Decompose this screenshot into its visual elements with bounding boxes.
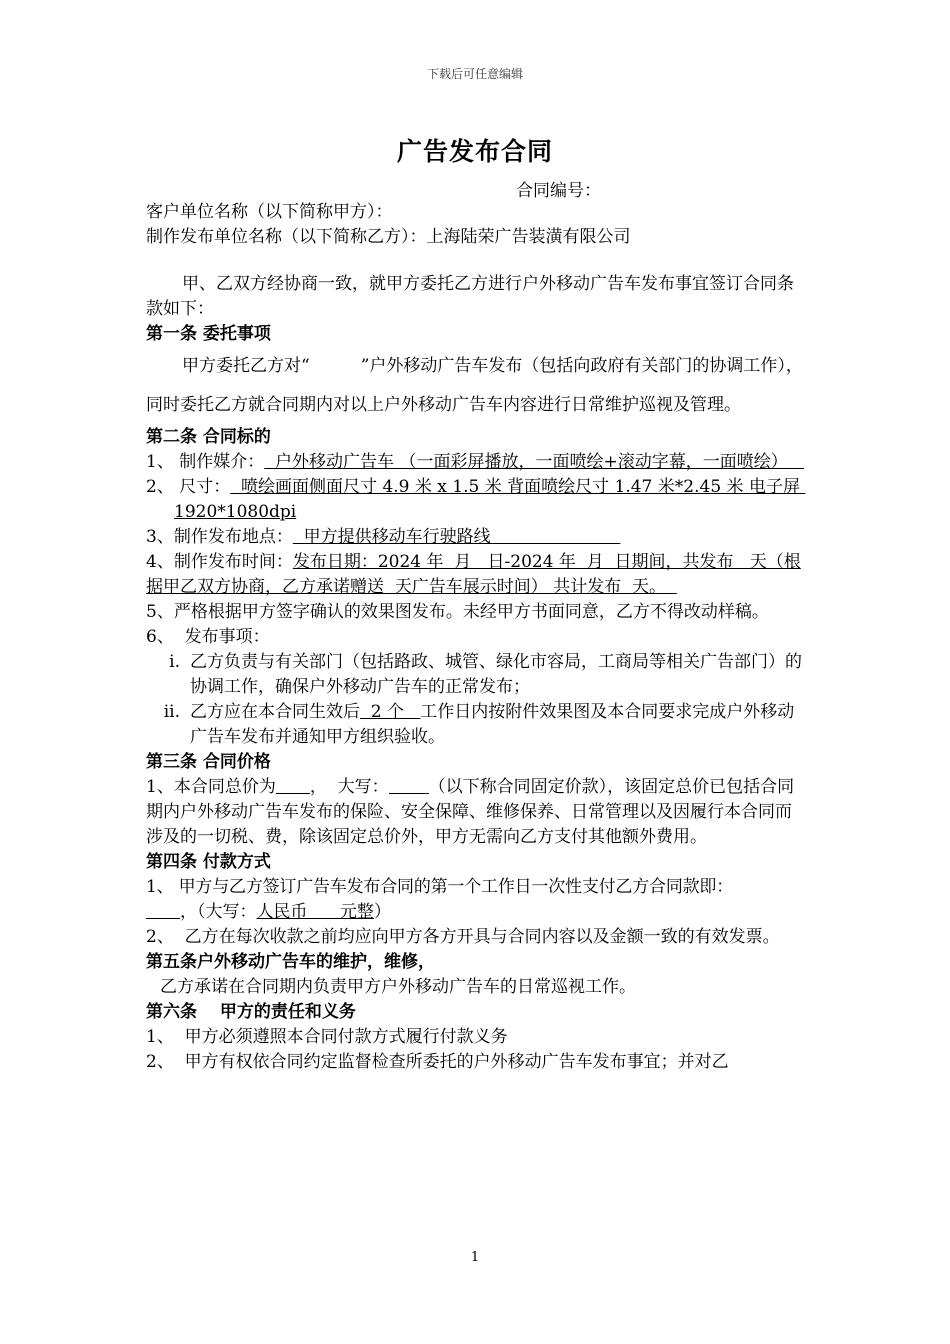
item-label: 4、制作发布时间： <box>146 552 293 572</box>
list-text-post: 工作日内按附件效果图及本合同要求完成户外移动广告车发布并通知甲方组织验收。 <box>190 702 795 747</box>
item-value: 发布日期：2024 年 月 日-2024 年 月 日期间，共发布 天（根据甲乙双方协商，乙方承诺赠送 天广告车展示时间） 共计发布 天。 <box>146 552 801 597</box>
total-price-blank <box>276 777 310 794</box>
article-2-item-1 <box>146 450 808 475</box>
item-label: 3、制作发布地点： <box>146 527 293 547</box>
article-2-item-6: 6、 发布事项： <box>146 627 270 647</box>
item-value: 户外移动广告车 （一面彩屏播放，一面喷绘+滚动字幕，一面喷绘） <box>264 452 804 472</box>
article-2-item-4 <box>146 550 808 600</box>
article-4-item-1-cont <box>146 900 808 925</box>
article-3-heading: 第三条 合同价格 <box>146 752 271 772</box>
page-number: 1 <box>470 1250 480 1265</box>
article-1-heading: 第一条 委托事项 <box>146 324 271 344</box>
price-post: （以下称合同固定价款），该固定总价已包括合同期内户外移动广告车发布的保险、安全保障、维修保养、日常管理以及因履行本合同而涉及的一切税、费，除该固定总价外，甲方无需向乙方支付其他额外费用。 <box>146 777 795 847</box>
intro-paragraph: 甲、乙双方经协商一致，就甲方委托乙方进行户外移动广告车发布事宜签订合同条款如下： <box>146 274 794 319</box>
article-5-text: 乙方承诺在合同期内负责甲方户外移动广告车的日常巡视工作。 <box>160 977 636 997</box>
article-3-text <box>146 775 808 850</box>
spacer <box>146 250 808 272</box>
article-6-item-1: 1、 甲方必须遵照本合同付款方式履行付款义务 <box>146 1027 508 1047</box>
article-2-sub-ii <box>146 700 808 750</box>
price-pre: 1、本合同总价为 <box>146 777 276 797</box>
workdays-value: 2 个 <box>360 702 421 722</box>
list-number: ii. <box>163 702 180 722</box>
payment-end: ） <box>373 902 391 922</box>
item-label: 2、 尺寸： <box>146 477 231 497</box>
payment-amount-blank <box>146 902 180 919</box>
article-1-text: 甲方委托乙方对“ ”户外移动广告车发布（包括向政府有关部门的协调工作），同时委托乙方就合同期内对以上户外移动广告车内容进行日常维护巡视及管理。 <box>146 356 803 415</box>
article-6-item-2: 2、 甲方有权依合同约定监督检查所委托的户外移动广告车发布事宜；并对乙 <box>146 1052 729 1072</box>
party-a-line: 客户单位名称（以下简称甲方）： <box>146 202 393 222</box>
article-2-item-5: 5、严格根据甲方签字确认的效果图发布。未经甲方书面同意，乙方不得改动样稿。 <box>146 602 769 622</box>
list-number: i. <box>169 652 180 672</box>
header-note: 下载后可任意编辑 <box>426 67 523 81</box>
article-5-heading: 第五条户外移动广告车的维护，维修， <box>146 952 435 972</box>
article-4-item-2: 2、 乙方在每次收款之前均应向甲方各方开具与合同内容以及金额一致的有效发票。 <box>146 927 780 947</box>
list-text-pre: 乙方应在本合同生效后 <box>190 702 360 722</box>
item-label: 1、 制作媒介： <box>146 452 265 472</box>
price-in-words-blank <box>389 777 429 794</box>
document-body <box>146 200 808 1075</box>
article-2-heading: 第二条 合同标的 <box>146 427 271 447</box>
payment-mid: ，（大写： <box>180 902 257 922</box>
article-6-heading: 第六条 甲方的责任和义务 <box>146 1002 356 1022</box>
party-b-line: 制作发布单位名称（以下简称乙方）：上海陆荣广告装潢有限公司 <box>146 227 631 247</box>
article-2-item-2 <box>146 475 808 525</box>
price-mid: ， 大写： <box>309 777 389 797</box>
item-value: 喷绘画面侧面尺寸 4.9 米 x 1.5 米 背面喷绘尺寸 1.47 米*2.45 米 电子屏 1920*1080dpi <box>174 477 806 522</box>
payment-rmb: 人民币 元整 <box>256 902 374 922</box>
article-2-item-3 <box>146 525 808 550</box>
item-value: 甲方提供移动车行驶路线 <box>292 527 621 547</box>
list-text: 乙方负责与有关部门（包括路政、城管、绿化市容局，工商局等相关广告部门）的协调工作，确保户外移动广告车的正常发布； <box>190 652 802 697</box>
article-4-item-1: 1、 甲方与乙方签订广告车发布合同的第一个工作日一次性支付乙方合同款即： <box>146 877 734 897</box>
article-4-heading: 第四条 付款方式 <box>146 852 271 872</box>
document-title: 广告发布合同 <box>396 137 553 166</box>
contract-number: 合同编号： <box>516 181 601 201</box>
article-2-sub-i <box>146 650 808 700</box>
